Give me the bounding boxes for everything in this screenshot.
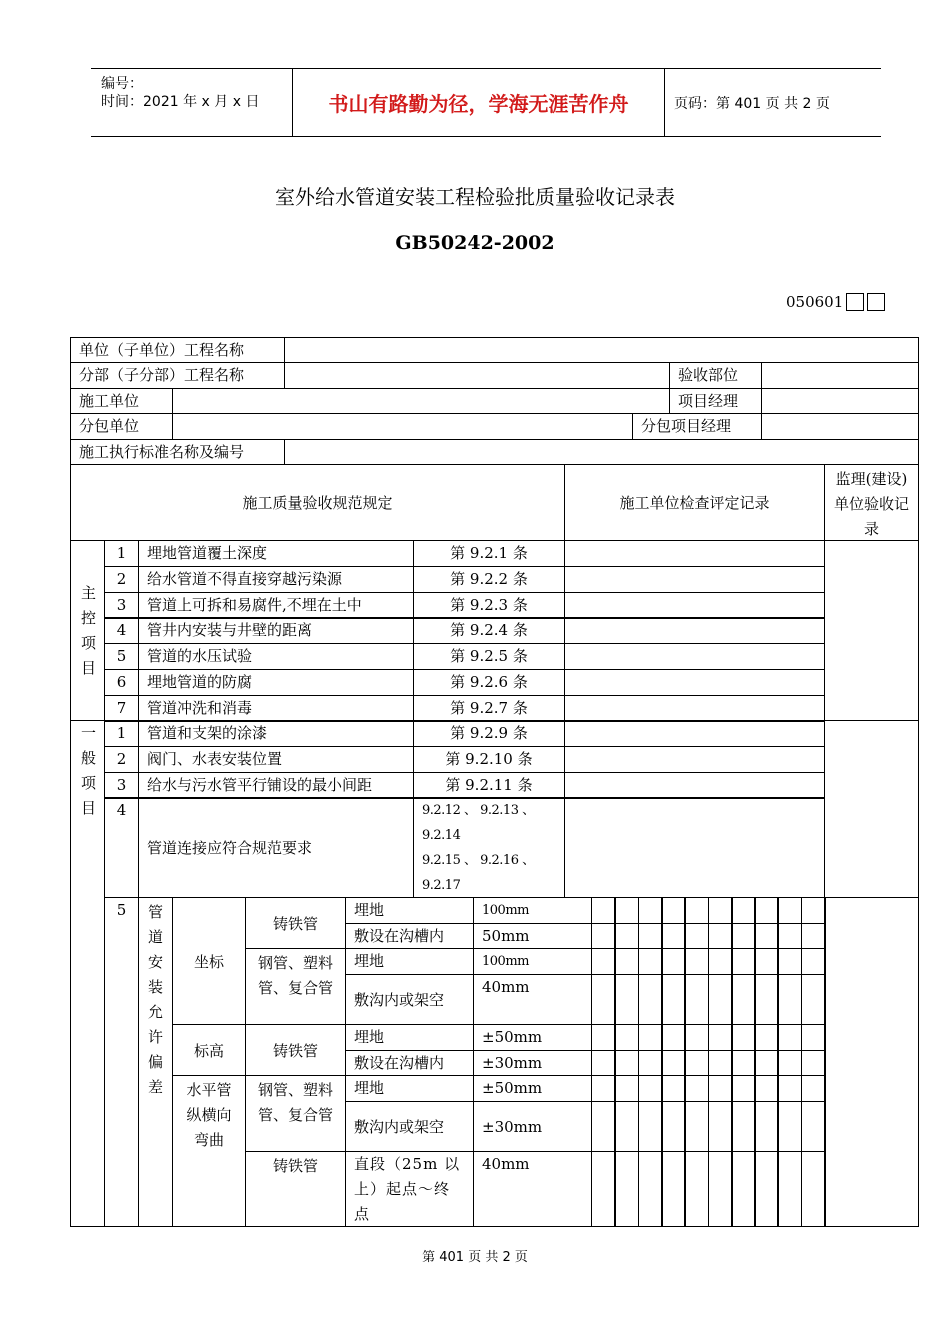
- header-spec: 施工质量验收规范规定: [70, 464, 565, 541]
- tol-value: 100mm: [473, 897, 592, 924]
- measurement-cell[interactable]: [661, 1075, 686, 1102]
- measurement-cell[interactable]: [708, 974, 733, 1025]
- measurement-cell[interactable]: [591, 1075, 616, 1102]
- measurement-cell[interactable]: [591, 1151, 616, 1227]
- measurement-cell[interactable]: [801, 1024, 826, 1051]
- item4-clause-line: 9.2.14: [422, 828, 461, 843]
- general-item-name: 阀门、水表安装位置: [138, 746, 414, 773]
- coord-label: 坐标: [172, 897, 246, 1025]
- measurement-cell[interactable]: [614, 1101, 639, 1152]
- field-subcontract-manager[interactable]: [761, 413, 919, 440]
- measurement-cell[interactable]: [708, 1075, 733, 1102]
- type-cast-iron: 铸铁管: [245, 1151, 346, 1227]
- measurement-cell[interactable]: [638, 948, 663, 975]
- general-item-check[interactable]: [564, 772, 825, 799]
- header-check: 施工单位检查评定记录: [564, 464, 825, 541]
- measurement-cell[interactable]: [661, 1101, 686, 1152]
- code-box[interactable]: [846, 293, 864, 311]
- main-item-check[interactable]: [564, 669, 825, 696]
- measurement-cell[interactable]: [754, 897, 779, 924]
- main-group-label: 主控项目: [70, 540, 105, 721]
- main-item-name: 埋地管道的防腐: [138, 669, 414, 696]
- item5-label: 管道安装允许偏差: [138, 897, 173, 1227]
- measurement-cell[interactable]: [591, 1101, 616, 1152]
- measurement-cell[interactable]: [754, 1050, 779, 1076]
- measurement-cell[interactable]: [754, 1101, 779, 1152]
- item4-clause: [413, 797, 565, 898]
- measurement-cell[interactable]: [591, 897, 616, 924]
- measurement-cell[interactable]: [708, 948, 733, 975]
- item4-clause-line: 9.2.15 、 9.2.16 、: [422, 853, 535, 868]
- measurement-cell[interactable]: [777, 923, 802, 949]
- label-standard-name: 施工执行标准名称及编号: [70, 439, 285, 465]
- main-item-clause: 第 9.2.3 条: [413, 592, 565, 619]
- measurement-cell[interactable]: [708, 1101, 733, 1152]
- measurement-cell[interactable]: [638, 1075, 663, 1102]
- general-item-clause: 第 9.2.9 条: [413, 720, 565, 747]
- measurement-cell[interactable]: [684, 923, 709, 949]
- measurement-cell[interactable]: [684, 1024, 709, 1051]
- measurement-cell[interactable]: [614, 1075, 639, 1102]
- main-item-name: 管道的水压试验: [138, 643, 414, 670]
- cond-overhead: 敷沟内或架空: [345, 1101, 474, 1152]
- measurement-cell[interactable]: [801, 974, 826, 1025]
- page-label: 页码：第 401 页 共 2 页: [674, 95, 830, 112]
- field-subcontract-unit[interactable]: [172, 413, 633, 440]
- main-item-check[interactable]: [564, 540, 825, 567]
- item4-no: 4: [104, 797, 139, 898]
- field-standard-name[interactable]: [284, 439, 919, 465]
- main-item-no: 7: [104, 695, 139, 722]
- measurement-cell[interactable]: [684, 974, 709, 1025]
- general-item-check[interactable]: [564, 746, 825, 773]
- measurement-cell[interactable]: [684, 948, 709, 975]
- measurement-cell[interactable]: [708, 897, 733, 924]
- main-item-no: 5: [104, 643, 139, 670]
- page-footer: 第 401 页 共 2 页: [422, 1250, 528, 1265]
- page-title: 室外给水管道安装工程检验批质量验收记录表: [275, 185, 675, 209]
- label-subcontract-manager: 分包项目经理: [632, 413, 762, 440]
- main-item-name: 管道冲洗和消毒: [138, 695, 414, 722]
- measurement-cell[interactable]: [638, 974, 663, 1025]
- code-box[interactable]: [867, 293, 885, 311]
- motto: 书山有路勤为径，学海无涯苦作舟: [293, 69, 665, 136]
- measurement-cell[interactable]: [684, 1101, 709, 1152]
- tol-value: ±50mm: [473, 1075, 592, 1102]
- measurement-cell[interactable]: [801, 1050, 826, 1076]
- main-supervise-cell[interactable]: [824, 540, 919, 721]
- measurement-cell[interactable]: [661, 923, 686, 949]
- main-item-check[interactable]: [564, 695, 825, 722]
- measurement-cell[interactable]: [661, 1151, 686, 1227]
- field-unit-project[interactable]: [284, 337, 919, 363]
- main-item-no: 1: [104, 540, 139, 567]
- field-sub-project[interactable]: [284, 362, 670, 389]
- item4-clause-line: 9.2.12 、 9.2.13 、: [422, 803, 535, 818]
- measurement-cell[interactable]: [661, 948, 686, 975]
- label-project-manager: 项目经理: [669, 388, 762, 414]
- document-header: [91, 68, 881, 137]
- tol-value: 50mm: [473, 923, 592, 949]
- tol-value: ±30mm: [473, 1050, 592, 1076]
- measurement-cell[interactable]: [638, 1024, 663, 1051]
- type-steel: 钢管、塑料管、复合管: [245, 1075, 346, 1152]
- measurement-cell[interactable]: [708, 923, 733, 949]
- measurement-cell[interactable]: [731, 1151, 756, 1227]
- main-item-no: 6: [104, 669, 139, 696]
- measurement-cell[interactable]: [801, 1151, 826, 1227]
- measurement-cell[interactable]: [754, 948, 779, 975]
- measurement-cell[interactable]: [731, 923, 756, 949]
- field-project-manager[interactable]: [761, 388, 919, 414]
- measurement-cell[interactable]: [801, 1075, 826, 1102]
- measurement-cell[interactable]: [591, 1050, 616, 1076]
- measurement-cell[interactable]: [777, 1151, 802, 1227]
- measurement-cell[interactable]: [614, 948, 639, 975]
- main-item-clause: 第 9.2.1 条: [413, 540, 565, 567]
- measurement-cell[interactable]: [801, 1101, 826, 1152]
- cond-buried: 埋地: [345, 897, 474, 924]
- main-item-check[interactable]: [564, 566, 825, 593]
- measurement-cell[interactable]: [591, 948, 616, 975]
- measurement-cell[interactable]: [661, 897, 686, 924]
- measurement-cell[interactable]: [614, 923, 639, 949]
- tol-value: ±30mm: [473, 1101, 592, 1152]
- item4-name: 管道连接应符合规范要求: [138, 797, 414, 898]
- type-steel: 钢管、塑料管、复合管: [245, 948, 346, 1025]
- measurement-cell[interactable]: [754, 1075, 779, 1102]
- form-code-text: 050601: [786, 293, 844, 311]
- measurement-cell[interactable]: [614, 1151, 639, 1227]
- measurement-cell[interactable]: [731, 1024, 756, 1051]
- measurement-cell[interactable]: [614, 1050, 639, 1076]
- general-item-no: 3: [104, 772, 139, 799]
- measurement-cell[interactable]: [591, 923, 616, 949]
- main-item-no: 4: [104, 617, 139, 644]
- cond-overhead: 敷沟内或架空: [345, 974, 474, 1025]
- tol-value: 40mm: [473, 974, 592, 1025]
- general-supervise-cell[interactable]: [824, 720, 919, 898]
- measurement-cell[interactable]: [731, 974, 756, 1025]
- measurement-cell[interactable]: [777, 1050, 802, 1076]
- measurement-cell[interactable]: [777, 1075, 802, 1102]
- label-accept-part: 验收部位: [669, 362, 762, 389]
- main-item-no: 2: [104, 566, 139, 593]
- measurement-cell[interactable]: [708, 1050, 733, 1076]
- main-item-name: 埋地管道覆土深度: [138, 540, 414, 567]
- main-item-clause: 第 9.2.4 条: [413, 617, 565, 644]
- number-label: 编号：: [101, 76, 143, 92]
- cond-buried: 埋地: [345, 1024, 474, 1051]
- measurement-cell[interactable]: [801, 948, 826, 975]
- label-unit-project: 单位（子单位）工程名称: [70, 337, 285, 363]
- main-item-clause: 第 9.2.2 条: [413, 566, 565, 593]
- main-item-check[interactable]: [564, 592, 825, 619]
- item4-clause-line: 9.2.17: [422, 878, 461, 893]
- main-item-name: 管井内安装与井壁的距离: [138, 617, 414, 644]
- general-group-label: 一般项目: [70, 720, 105, 1227]
- time-label: 时间：2021 年 x 月 x 日: [101, 94, 260, 110]
- general-item-name: 管道和支架的涂漆: [138, 720, 414, 747]
- main-item-check[interactable]: [564, 617, 825, 644]
- measurement-cell[interactable]: [684, 897, 709, 924]
- item5-no: 5: [104, 897, 139, 1227]
- cond-trench: 敷设在沟槽内: [345, 923, 474, 949]
- main-item-name: 管道上可拆和易腐件,不埋在土中: [138, 592, 414, 619]
- measurement-cell[interactable]: [777, 1024, 802, 1051]
- measurement-cell[interactable]: [638, 897, 663, 924]
- header-supervise: 监理(建设)单位验收记录: [824, 464, 919, 541]
- measurement-cell[interactable]: [591, 974, 616, 1025]
- cond-trench: 敷设在沟槽内: [345, 1050, 474, 1076]
- general-item-name: 给水与污水管平行铺设的最小间距: [138, 772, 414, 799]
- measurement-cell[interactable]: [731, 1050, 756, 1076]
- measurement-cell[interactable]: [638, 923, 663, 949]
- measurement-cell[interactable]: [591, 1024, 616, 1051]
- label-subcontract-unit: 分包单位: [70, 413, 173, 440]
- measurement-cell[interactable]: [708, 1151, 733, 1227]
- measurement-cell[interactable]: [708, 1024, 733, 1051]
- general-item-no: 1: [104, 720, 139, 747]
- measurement-cell[interactable]: [731, 1101, 756, 1152]
- tol-value: 40mm: [473, 1151, 592, 1227]
- tol-value: 100mm: [473, 948, 592, 975]
- main-item-name: 给水管道不得直接穿越污染源: [138, 566, 414, 593]
- label-sub-project: 分部（子分部）工程名称: [70, 362, 285, 389]
- measurement-cell[interactable]: [754, 1024, 779, 1051]
- measurement-cell[interactable]: [754, 974, 779, 1025]
- general-item-check[interactable]: [564, 720, 825, 747]
- measurement-cell[interactable]: [638, 1151, 663, 1227]
- item5-supervise-cell[interactable]: [824, 897, 919, 1227]
- main-item-clause: 第 9.2.7 条: [413, 695, 565, 722]
- measurement-cell[interactable]: [754, 1151, 779, 1227]
- tol-value: ±50mm: [473, 1024, 592, 1051]
- measurement-cell[interactable]: [614, 1024, 639, 1051]
- form-code: [786, 293, 885, 311]
- elev-label: 标高: [172, 1024, 246, 1076]
- measurement-cell[interactable]: [777, 948, 802, 975]
- measurement-cell[interactable]: [731, 897, 756, 924]
- main-item-clause: 第 9.2.6 条: [413, 669, 565, 696]
- cond-buried: 埋地: [345, 1075, 474, 1102]
- measurement-cell[interactable]: [661, 1050, 686, 1076]
- measurement-cell[interactable]: [777, 897, 802, 924]
- type-cast-iron: 铸铁管: [245, 897, 346, 949]
- measurement-cell[interactable]: [801, 923, 826, 949]
- header-meta: [91, 69, 293, 136]
- measurement-cell[interactable]: [801, 897, 826, 924]
- measurement-cell[interactable]: [731, 1075, 756, 1102]
- measurement-cell[interactable]: [731, 948, 756, 975]
- measurement-cell[interactable]: [777, 1101, 802, 1152]
- measurement-cell[interactable]: [614, 974, 639, 1025]
- field-construction-unit[interactable]: [172, 388, 670, 414]
- measurement-cell[interactable]: [684, 1050, 709, 1076]
- label-construction-unit: 施工单位: [70, 388, 173, 414]
- measurement-cell[interactable]: [754, 923, 779, 949]
- cond-buried: 埋地: [345, 948, 474, 975]
- measurement-cell[interactable]: [638, 1050, 663, 1076]
- general-item-no: 2: [104, 746, 139, 773]
- measurement-cell[interactable]: [684, 1151, 709, 1227]
- type-cast-iron: 铸铁管: [245, 1024, 346, 1076]
- item4-check[interactable]: [564, 797, 825, 898]
- measurement-cell[interactable]: [638, 1101, 663, 1152]
- standard-code: GB50242-2002: [395, 232, 555, 254]
- measurement-cell[interactable]: [614, 897, 639, 924]
- general-item-clause: 第 9.2.11 条: [413, 772, 565, 799]
- general-item-clause: 第 9.2.10 条: [413, 746, 565, 773]
- main-item-check[interactable]: [564, 643, 825, 670]
- main-item-no: 3: [104, 592, 139, 619]
- bend-label: 水平管纵横向弯曲: [172, 1075, 246, 1227]
- field-accept-part[interactable]: [761, 362, 919, 389]
- measurement-cell[interactable]: [777, 974, 802, 1025]
- measurement-cell[interactable]: [661, 1024, 686, 1051]
- main-item-clause: 第 9.2.5 条: [413, 643, 565, 670]
- measurement-cell[interactable]: [661, 974, 686, 1025]
- cond-straight: 直段（25m 以上）起点～终点: [345, 1151, 474, 1227]
- measurement-cell[interactable]: [684, 1075, 709, 1102]
